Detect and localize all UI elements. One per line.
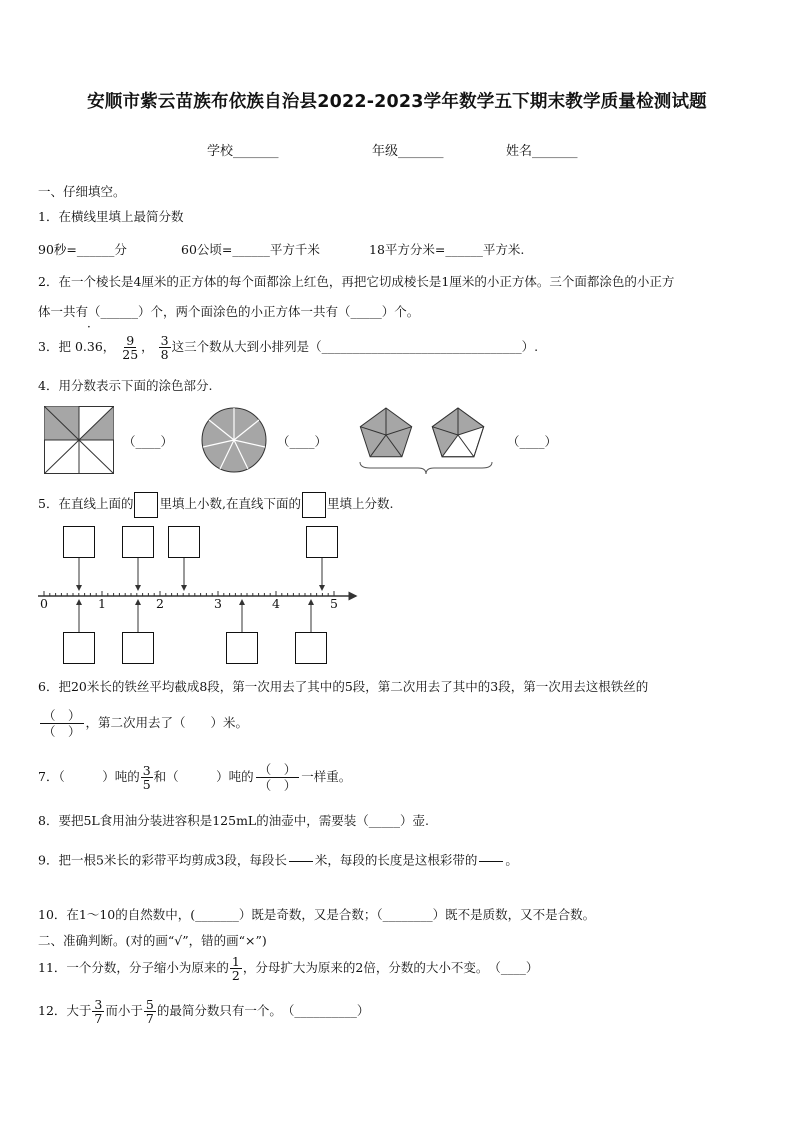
q3-pre: 3．把 (38, 339, 71, 354)
q4-blank-1: （____） (123, 434, 174, 449)
fraction-box-1[interactable] (63, 632, 95, 664)
q7: 7．（ ）吨的 $\frac{3}{5}$ 和（ ）吨的 （ ） （ ） 一样重。 (38, 762, 352, 793)
q9-box-fraction-2 (479, 844, 503, 878)
decimal-box-1[interactable] (63, 526, 95, 558)
decimal-box-3[interactable] (168, 526, 200, 558)
q4-pentagon-figures (356, 404, 496, 476)
q1-a: 90秒=______分 (38, 242, 127, 257)
blank-box-icon (134, 492, 158, 518)
q2-line2: 体一共有（______）个，两个面涂色的小正方体一共有（_____）个。 (38, 304, 420, 319)
q6-line2: （ ） （ ） ，第二次用去了（ ）米。 (38, 708, 248, 739)
q3-fraction-1: $\frac{9}{25}$ (122, 332, 139, 362)
tick-label-2: 2 (156, 596, 164, 611)
tick-label-1: 1 (98, 596, 106, 611)
q7-answer-fraction: （ ） （ ） (256, 762, 300, 793)
fraction-box-3[interactable] (226, 632, 258, 664)
school-field: 学校_______ (207, 144, 279, 159)
q12-fraction-2: $\frac{5}{7}$ (145, 997, 154, 1027)
pentagon-2 (432, 408, 483, 457)
q4-square-figure (44, 406, 114, 474)
tick-label-0: 0 (40, 596, 48, 611)
tick-label-5: 5 (330, 596, 338, 611)
q3-post: 这三个数从大到小排列是（________________________________）. (171, 339, 539, 354)
q1-b: 60公顷=______平方千米 (181, 242, 320, 257)
decimal-box-2[interactable] (122, 526, 154, 558)
section-2-heading: 二、准确判断。(对的画“√”，错的画“×”) (38, 933, 267, 948)
q6-line1: 6．把20米长的铁丝平均截成8段，第一次用去了其中的5段，第二次用去了其中的3段，第一次用去这根铁丝的 (38, 679, 649, 694)
q4-circle-figure (200, 406, 268, 474)
q3-repeating-decimal: · 0.36 (74, 320, 103, 354)
q12: 12．大于 $\frac{3}{7}$ 而小于 $\frac{5}{7}$ 的最简分数只有一个。 （__________） (38, 997, 370, 1027)
q10: 10．在1～10的自然数中，(_______）既是奇数，又是合数；（________）既不是质数，又不是合数。 (38, 907, 596, 922)
q11: 11．一个分数，分子缩小为原来的 $\frac{1}{2}$ ，分母扩大为原来的2倍，分数的大小不变。 （____） (38, 954, 539, 984)
q1-stem: 1．在横线里填上最简分数 (38, 209, 184, 224)
pentagon-1 (360, 408, 411, 457)
q2-line1: 2．在一个棱长是4厘米的正方体的每个面都涂上红色，再把它切成棱长是1厘米的小正方体。三个面都涂色的小正方 (38, 274, 675, 289)
q4-stem: 4．用分数表示下面的涂色部分. (38, 378, 213, 393)
section-1-heading: 一、仔细填空。 (38, 184, 126, 199)
q8: 8．要把5L食用油分装进容积是125mL的油壶中，需要装（_____）壶. (38, 813, 429, 828)
q3: 3．把 · 0.36， $\frac{9}{25}$ ， $\frac{3}{8}$ 这三个数从大到小排列是（________________________________）. (38, 320, 539, 362)
name-field: 姓名_______ (506, 144, 578, 159)
q5-stem: 5．在直线上面的 里填上小数,在直线下面的 里填上分数. (38, 491, 393, 518)
decimal-box-4[interactable] (306, 526, 338, 558)
q6-answer-fraction: （ ） （ ） (40, 708, 84, 739)
tick-label-4: 4 (272, 596, 280, 611)
q1-c: 18平方分米=______平方米. (369, 242, 525, 257)
grade-field: 年级_______ (372, 144, 444, 159)
blank-box-icon (302, 492, 326, 518)
q9-box-fraction-1 (289, 844, 313, 878)
q12-fraction-1: $\frac{3}{7}$ (94, 997, 103, 1027)
q9: 9．把一根5米长的彩带平均剪成3段，每段长 米，每段的长度是这根彩带的 。 (38, 844, 518, 878)
page-title: 安顺市紫云苗族布依族自治县2022-2023学年数学五下期末教学质量检测试题 (87, 92, 707, 112)
q4-blank-2: （____） (277, 434, 328, 449)
q3-fraction-2: $\frac{3}{8}$ (160, 332, 169, 362)
fraction-box-4[interactable] (295, 632, 327, 664)
fraction-box-2[interactable] (122, 632, 154, 664)
q4-blank-3: （____） (507, 434, 558, 449)
q11-fraction: $\frac{1}{2}$ (231, 954, 240, 984)
number-line (30, 556, 370, 636)
q7-fraction: $\frac{3}{5}$ (142, 762, 151, 792)
tick-label-3: 3 (214, 596, 222, 611)
repeat-dot-icon: · (86, 320, 91, 334)
